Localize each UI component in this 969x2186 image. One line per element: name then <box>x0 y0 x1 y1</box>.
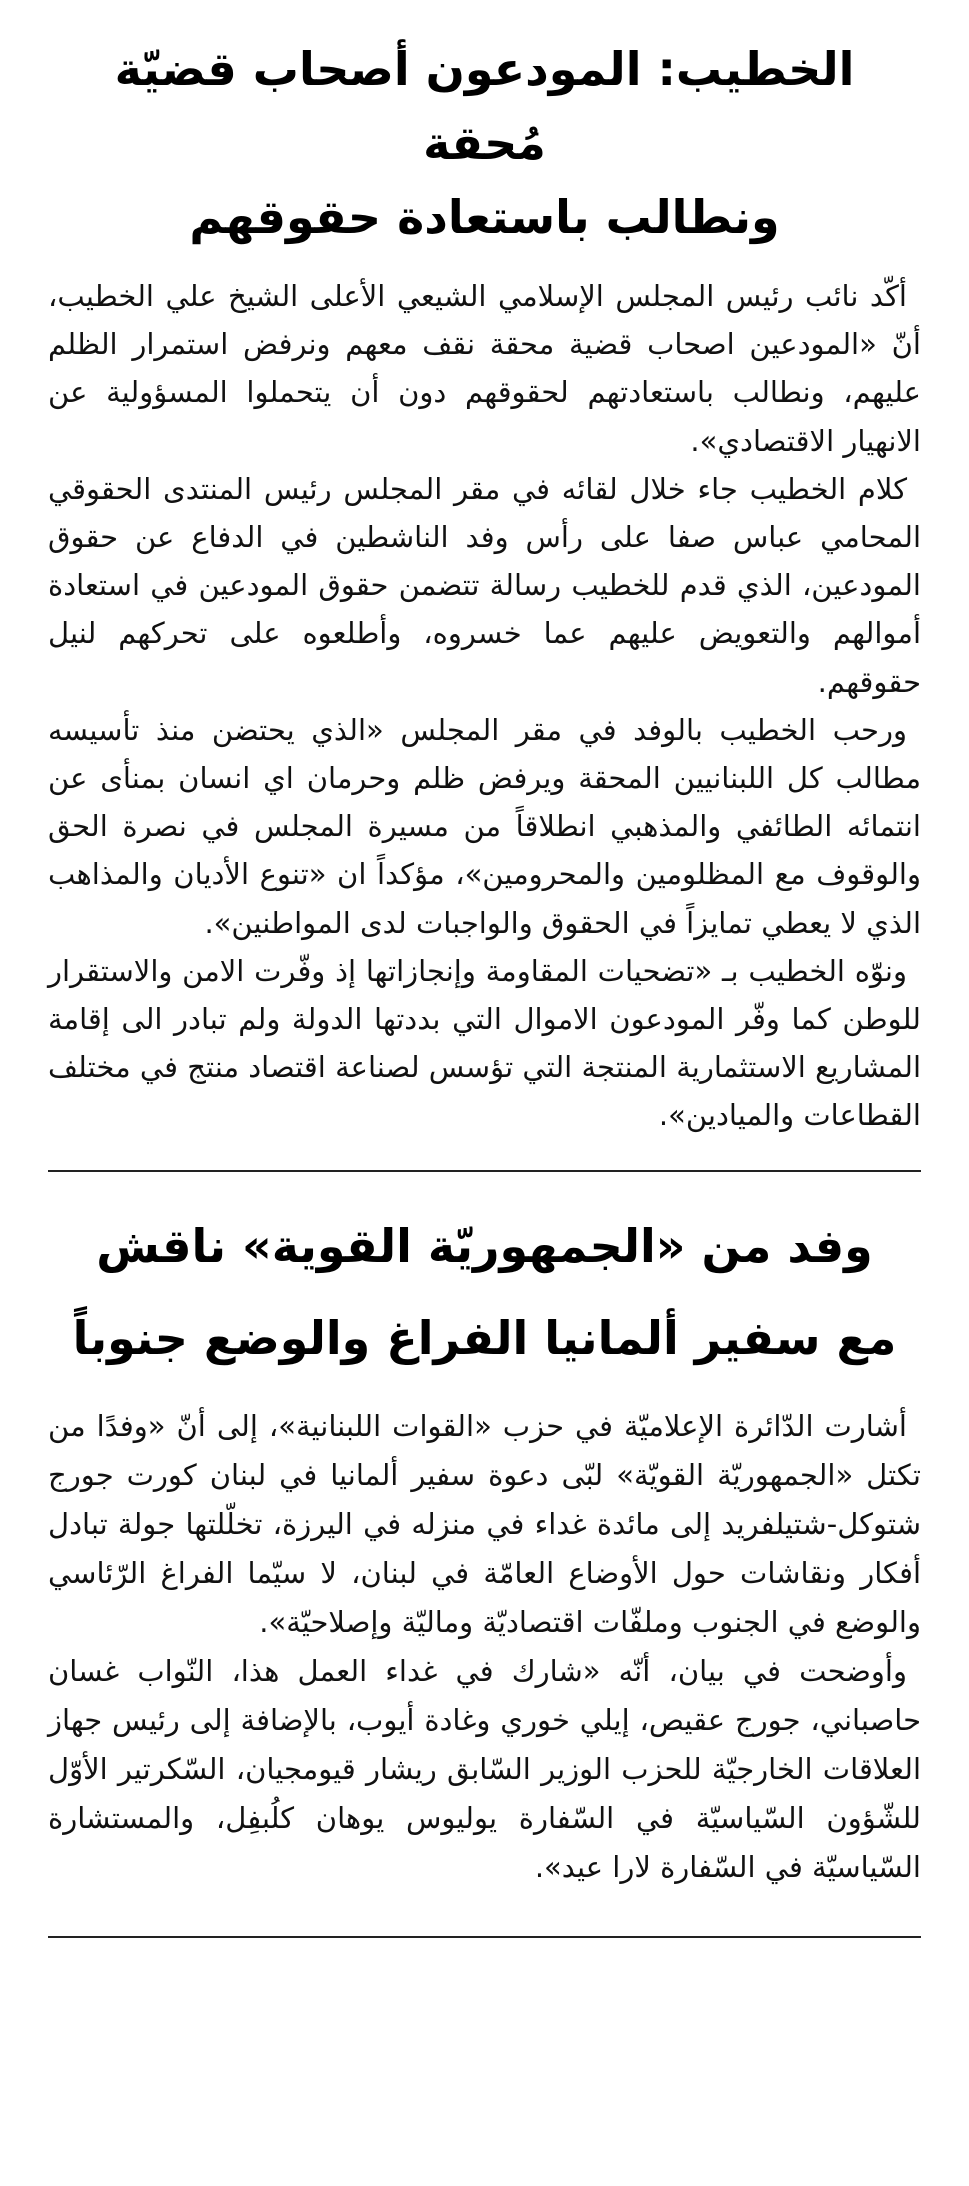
article-body <box>48 1402 921 1892</box>
article-headline <box>48 1200 921 1384</box>
article-divider <box>48 1170 921 1172</box>
article-paragraph: ونوّه الخطيب بـ «تضحيات المقاومة وإنجازاتها إذ وفّرت الامن والاستقرار للوطن كما وفّر المودعون الاموال التي بددتها الدولة ولم تبادر الى إقامة المشاريع الاستثمارية المنتجة التي تؤسس لصناعة اقتصاد منتج في مختلف القطاعات والميادين». <box>48 953 921 1133</box>
article-paragraph: ورحب الخطيب بالوفد في مقر المجلس «الذي يحتضن منذ تأسيسه مطالب كل اللبنانيين المحقة ويرفض ظلم وحرمان اي انسان بمنأى عن انتمائه الطائفي والمذهبي انطلاقاً من مسيرة المجلس في نصرة الحق والوقوف مع المظلومين والمحرومين»، مؤكداً ان «تنوع الأديان والمذاهب الذي لا يعطي تمايزاً في الحقوق والواجبات لدى المواطنين». <box>48 712 921 940</box>
article-paragraph: أشارت الدّائرة الإعلاميّة في حزب «القوات اللبنانية»، إلى أنّ «وفدًا من تكتل «الجمهوريّة القويّة» لبّى دعوة سفير ألمانيا في لبنان كورت جورج شتوكل-شتيلفريد إلى مائدة غداء في منزله في اليرزة، تخلّلتها جولة تبادل أفكار ونقاشات حول الأوضاع العامّة في لبنان، لا سيّما الفراغ الرّئاسي والوضع في الجنوب وملفّات اقتصاديّة وماليّة وإصلاحيّة». <box>48 1408 921 1639</box>
article-body <box>48 272 921 1140</box>
headline-line-1: وفد من «الجمهوريّة القوية» ناقش <box>96 1218 873 1273</box>
headline-line-1: الخطيب: المودعون أصحاب قضيّة مُحقة <box>114 42 855 170</box>
headline-line-2: ونطالب باستعادة حقوقهم <box>189 190 780 244</box>
article-headline <box>48 32 921 254</box>
article-paragraph: كلام الخطيب جاء خلال لقائه في مقر المجلس رئيس المنتدى الحقوقي المحامي عباس صفا على رأس وفد الناشطين في الدفاع عن حقوق المودعين، الذي قدم للخطيب رسالة تتضمن حقوق المودعين في استعادة أموالهم والتعويض عليهم عما خسروه، وأطلعوه على تحركهم لنيل حقوقهم. <box>48 471 921 699</box>
article-german-ambassador <box>48 1200 921 1892</box>
headline-line-2: مع سفير ألمانيا الفراغ والوضع جنوباً <box>72 1310 897 1365</box>
article-depositors <box>48 32 921 1140</box>
article-paragraph: أكّد نائب رئيس المجلس الإسلامي الشيعي الأعلى الشيخ علي الخطيب، أنّ «المودعين اصحاب قضية محقة نقف معهم ونرفض استمرار الظلم عليهم، ونطالب باستعادتهم لحقوقهم دون أن يتحملوا المسؤولية عن الانهيار الاقتصادي». <box>48 279 921 458</box>
article-paragraph: وأوضحت في بيان، أنّه «شارك في غداء العمل هذا، النّواب غسان حاصباني، جورج عقيص، إيلي خوري وغادة أيوب، بالإضافة إلى رئيس جهاز العلاقات الخارجيّة للحزب الوزير السّابق ريشار قيومجيان، السّكرتير الأوّل للشّؤون السّياسيّة في السّفارة يوليوس يوهان كلُبفِل، والمستشارة السّياسيّة في السّفارة لارا عيد». <box>48 1653 921 1884</box>
article-divider-bottom <box>48 1936 921 1938</box>
